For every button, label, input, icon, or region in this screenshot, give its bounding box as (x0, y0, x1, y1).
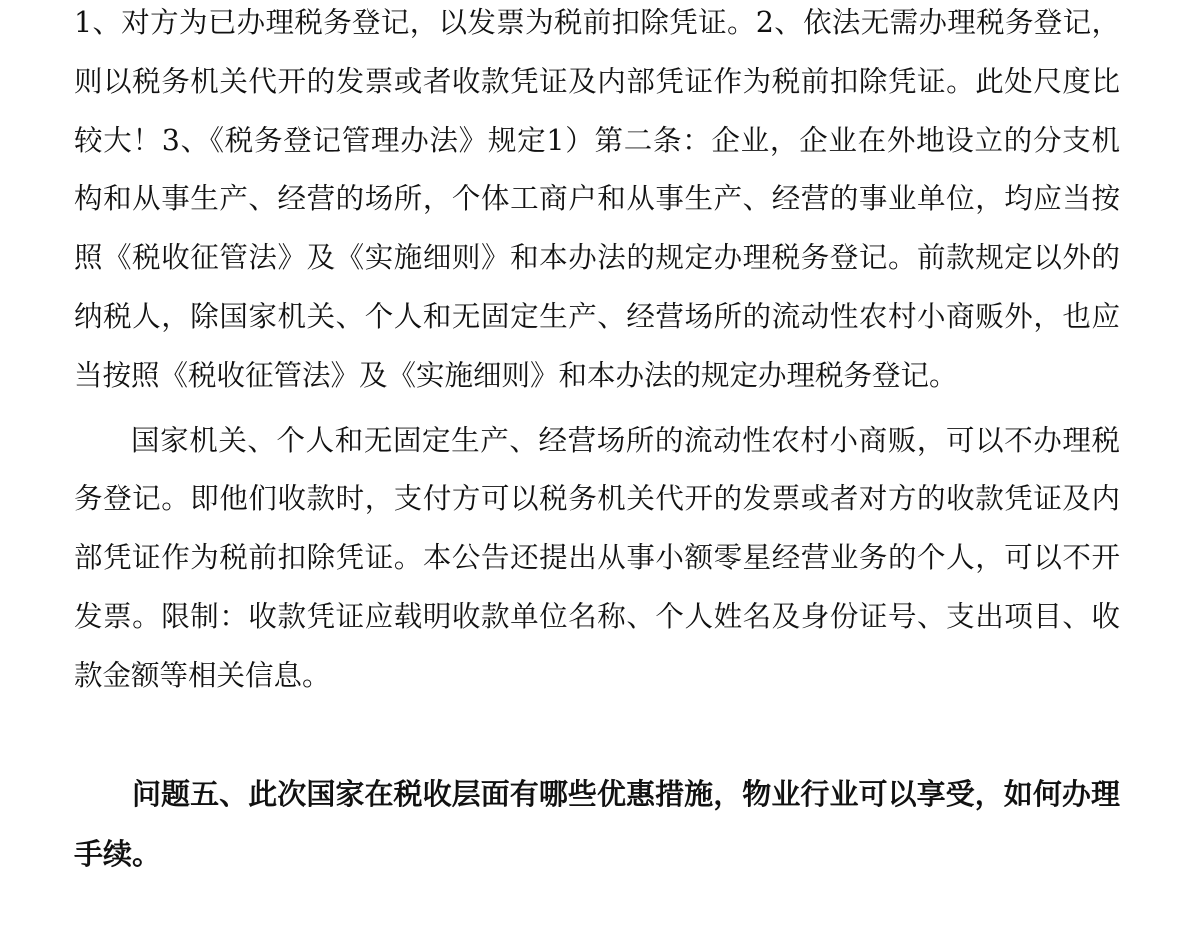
section-heading-question-five: 问题五、此次国家在税收层面有哪些优惠措施，物业行业可以享受，如何办理手续。 (74, 776, 1120, 871)
paragraph-tax-deduction-evidence: 1、对方为已办理税务登记，以发票为税前扣除凭证。2、依法无需办理税务登记，则以税务机关代开的发票或者收款凭证及内部凭证作为税前扣除凭证。此处尺度比较大！3、《税务登记管理办法》规定1）第二条：企业，企业在外地设立的分支机构和从事生产、经营的场所，个体工商户和从事生产、经营的事业单位，均应当按照《税收征管法》及《实施细则》和本办法的规定办理税务登记。前款规定以外的纳税人，除国家机关、个人和无固定生产、经营场所的流动性农村小商贩外，也应当按照《税收征管法》及《实施细则》和本办法的规定办理税务登记。 (74, 6, 1120, 392)
document-page (74, 0, 1120, 884)
paragraph-exempt-registration: 国家机关、个人和无固定生产、经营场所的流动性农村小商贩，可以不办理税务登记。即他们收款时，支付方可以税务机关代开的发票或者对方的收款凭证及内部凭证作为税前扣除凭证。本公告还提出从事小额零星经营业务的个人，可以不开发票。限制：收款凭证应载明收款单位名称、个人姓名及身份证号、支出项目、收款金额等相关信息。 (74, 423, 1120, 692)
